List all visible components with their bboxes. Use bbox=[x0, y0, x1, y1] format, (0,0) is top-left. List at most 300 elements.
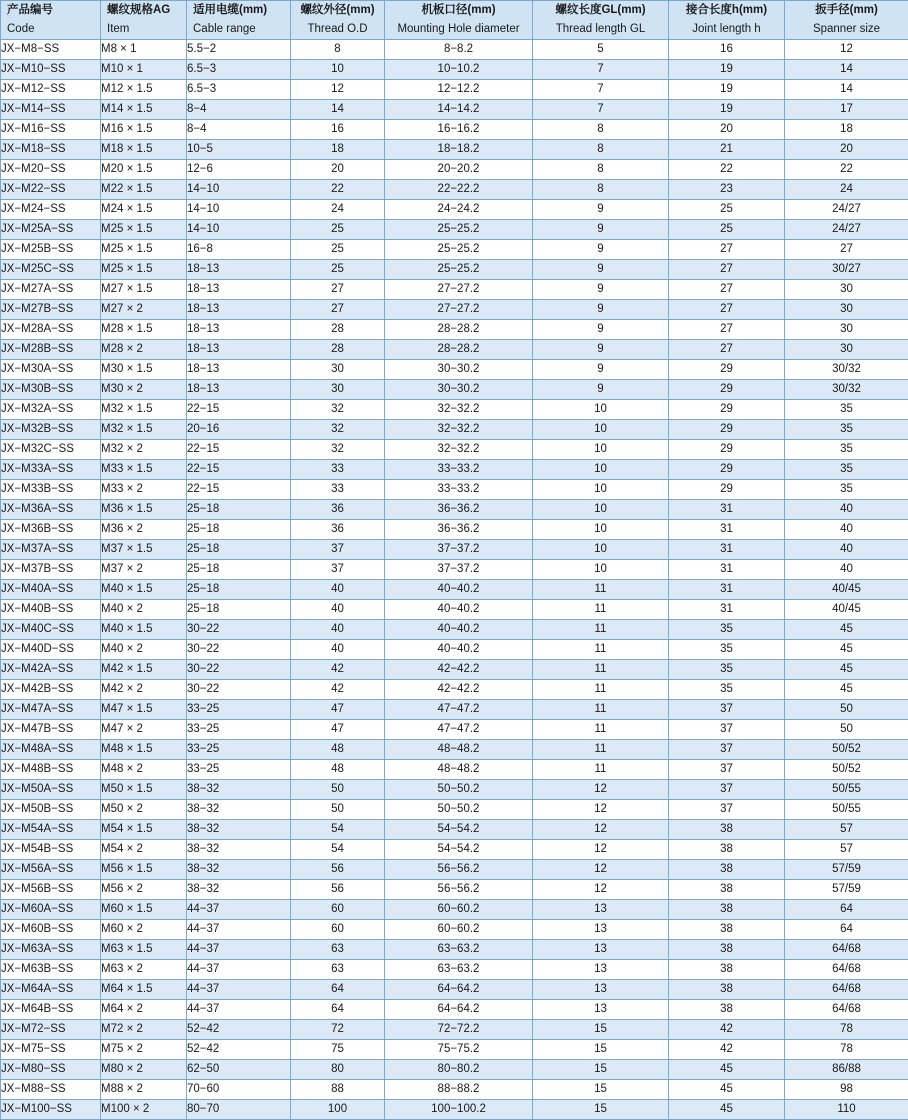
cell-r47-c0: JX−M64A−SS bbox=[1, 980, 101, 1000]
table-row bbox=[1, 380, 908, 400]
cell-r33-c5: 11 bbox=[533, 700, 669, 720]
cell-r13-c3: 27 bbox=[291, 300, 385, 320]
cell-r15-c0: JX−M28B−SS bbox=[1, 340, 101, 360]
cell-r52-c3: 88 bbox=[291, 1080, 385, 1100]
cell-r50-c6: 42 bbox=[669, 1040, 785, 1060]
cell-r5-c6: 21 bbox=[669, 140, 785, 160]
column-header-en-4: Mounting Hole diameter bbox=[385, 20, 532, 39]
cell-r43-c6: 38 bbox=[669, 900, 785, 920]
cell-r14-c5: 9 bbox=[533, 320, 669, 340]
cell-r33-c4: 47−47.2 bbox=[385, 700, 533, 720]
cell-r4-c7: 18 bbox=[785, 120, 908, 140]
cell-r12-c4: 27−27.2 bbox=[385, 280, 533, 300]
cell-r50-c1: M75 × 2 bbox=[101, 1040, 187, 1060]
cell-r41-c5: 12 bbox=[533, 860, 669, 880]
cell-r1-c6: 19 bbox=[669, 60, 785, 80]
cell-r47-c5: 13 bbox=[533, 980, 669, 1000]
cell-r32-c2: 30−22 bbox=[187, 680, 291, 700]
cell-r2-c5: 7 bbox=[533, 80, 669, 100]
cell-r24-c5: 10 bbox=[533, 520, 669, 540]
cell-r26-c7: 40 bbox=[785, 560, 908, 580]
cell-r1-c2: 6.5−3 bbox=[187, 60, 291, 80]
table-row bbox=[1, 520, 908, 540]
cell-r39-c5: 12 bbox=[533, 820, 669, 840]
cell-r28-c1: M40 × 2 bbox=[101, 600, 187, 620]
table-row bbox=[1, 860, 908, 880]
cell-r29-c5: 11 bbox=[533, 620, 669, 640]
cell-r34-c2: 33−25 bbox=[187, 720, 291, 740]
cell-r51-c3: 80 bbox=[291, 1060, 385, 1080]
cell-r37-c0: JX−M50A−SS bbox=[1, 780, 101, 800]
cell-r44-c7: 64 bbox=[785, 920, 908, 940]
cell-r42-c6: 38 bbox=[669, 880, 785, 900]
cell-r10-c0: JX−M25B−SS bbox=[1, 240, 101, 260]
cell-r53-c7: 110 bbox=[785, 1100, 908, 1120]
cell-r48-c1: M64 × 2 bbox=[101, 1000, 187, 1020]
cell-r36-c4: 48−48.2 bbox=[385, 760, 533, 780]
cell-r35-c7: 50/52 bbox=[785, 740, 908, 760]
cell-r16-c0: JX−M30A−SS bbox=[1, 360, 101, 380]
cell-r41-c3: 56 bbox=[291, 860, 385, 880]
cell-r41-c0: JX−M56A−SS bbox=[1, 860, 101, 880]
cell-r18-c7: 35 bbox=[785, 400, 908, 420]
table-row bbox=[1, 420, 908, 440]
cell-r3-c4: 14−14.2 bbox=[385, 100, 533, 120]
cell-r24-c7: 40 bbox=[785, 520, 908, 540]
cell-r15-c6: 27 bbox=[669, 340, 785, 360]
cell-r30-c6: 35 bbox=[669, 640, 785, 660]
cell-r18-c1: M32 × 1.5 bbox=[101, 400, 187, 420]
cell-r8-c3: 24 bbox=[291, 200, 385, 220]
table-row bbox=[1, 40, 908, 60]
cell-r6-c0: JX−M20−SS bbox=[1, 160, 101, 180]
cell-r31-c7: 45 bbox=[785, 660, 908, 680]
cell-r4-c6: 20 bbox=[669, 120, 785, 140]
cell-r53-c0: JX−M100−SS bbox=[1, 1100, 101, 1120]
cell-r47-c3: 64 bbox=[291, 980, 385, 1000]
cell-r40-c4: 54−54.2 bbox=[385, 840, 533, 860]
cell-r37-c4: 50−50.2 bbox=[385, 780, 533, 800]
cell-r43-c2: 44−37 bbox=[187, 900, 291, 920]
cell-r19-c6: 29 bbox=[669, 420, 785, 440]
cell-r9-c1: M25 × 1.5 bbox=[101, 220, 187, 240]
cell-r41-c7: 57/59 bbox=[785, 860, 908, 880]
cell-r20-c3: 32 bbox=[291, 440, 385, 460]
cell-r42-c4: 56−56.2 bbox=[385, 880, 533, 900]
cell-r29-c0: JX−M40C−SS bbox=[1, 620, 101, 640]
table-row bbox=[1, 60, 908, 80]
cell-r1-c3: 10 bbox=[291, 60, 385, 80]
cell-r17-c2: 18−13 bbox=[187, 380, 291, 400]
column-header-cn-3: 螺纹外径(mm) bbox=[291, 1, 384, 20]
cell-r48-c2: 44−37 bbox=[187, 1000, 291, 1020]
cell-r43-c1: M60 × 1.5 bbox=[101, 900, 187, 920]
cell-r30-c4: 40−40.2 bbox=[385, 640, 533, 660]
cell-r7-c7: 24 bbox=[785, 180, 908, 200]
cell-r25-c0: JX−M37A−SS bbox=[1, 540, 101, 560]
cell-r50-c3: 75 bbox=[291, 1040, 385, 1060]
cell-r40-c7: 57 bbox=[785, 840, 908, 860]
table-row bbox=[1, 120, 908, 140]
cell-r49-c7: 78 bbox=[785, 1020, 908, 1040]
cell-r37-c3: 50 bbox=[291, 780, 385, 800]
cell-r11-c3: 25 bbox=[291, 260, 385, 280]
cell-r5-c1: M18 × 1.5 bbox=[101, 140, 187, 160]
cell-r52-c0: JX−M88−SS bbox=[1, 1080, 101, 1100]
cell-r13-c5: 9 bbox=[533, 300, 669, 320]
column-header-cn-4: 机板口径(mm) bbox=[385, 1, 532, 20]
cell-r50-c7: 78 bbox=[785, 1040, 908, 1060]
cell-r45-c0: JX−M63A−SS bbox=[1, 940, 101, 960]
cell-r39-c7: 57 bbox=[785, 820, 908, 840]
cell-r53-c3: 100 bbox=[291, 1100, 385, 1120]
cell-r12-c6: 27 bbox=[669, 280, 785, 300]
cell-r38-c0: JX−M50B−SS bbox=[1, 800, 101, 820]
cell-r50-c5: 15 bbox=[533, 1040, 669, 1060]
cell-r10-c7: 27 bbox=[785, 240, 908, 260]
cell-r9-c5: 9 bbox=[533, 220, 669, 240]
cell-r30-c0: JX−M40D−SS bbox=[1, 640, 101, 660]
column-header-en-3: Thread O.D bbox=[291, 20, 384, 39]
cell-r45-c2: 44−37 bbox=[187, 940, 291, 960]
cell-r15-c5: 9 bbox=[533, 340, 669, 360]
cell-r22-c2: 22−15 bbox=[187, 480, 291, 500]
cell-r7-c0: JX−M22−SS bbox=[1, 180, 101, 200]
cell-r42-c7: 57/59 bbox=[785, 880, 908, 900]
cell-r7-c3: 22 bbox=[291, 180, 385, 200]
cell-r5-c7: 20 bbox=[785, 140, 908, 160]
table-row bbox=[1, 660, 908, 680]
cell-r16-c3: 30 bbox=[291, 360, 385, 380]
cell-r51-c6: 45 bbox=[669, 1060, 785, 1080]
cell-r30-c7: 45 bbox=[785, 640, 908, 660]
cell-r40-c6: 38 bbox=[669, 840, 785, 860]
cell-r17-c5: 9 bbox=[533, 380, 669, 400]
cell-r0-c5: 5 bbox=[533, 40, 669, 60]
cell-r38-c7: 50/55 bbox=[785, 800, 908, 820]
cell-r15-c3: 28 bbox=[291, 340, 385, 360]
column-header-en-2: Cable range bbox=[193, 20, 290, 39]
cell-r37-c7: 50/55 bbox=[785, 780, 908, 800]
cell-r44-c1: M60 × 2 bbox=[101, 920, 187, 940]
cell-r43-c3: 60 bbox=[291, 900, 385, 920]
cell-r43-c7: 64 bbox=[785, 900, 908, 920]
cell-r20-c5: 10 bbox=[533, 440, 669, 460]
cell-r42-c3: 56 bbox=[291, 880, 385, 900]
cell-r3-c7: 17 bbox=[785, 100, 908, 120]
cell-r39-c1: M54 × 1.5 bbox=[101, 820, 187, 840]
cell-r4-c2: 8−4 bbox=[187, 120, 291, 140]
cell-r5-c5: 8 bbox=[533, 140, 669, 160]
cell-r13-c0: JX−M27B−SS bbox=[1, 300, 101, 320]
cell-r2-c1: M12 × 1.5 bbox=[101, 80, 187, 100]
cell-r38-c1: M50 × 2 bbox=[101, 800, 187, 820]
column-header-cn-0: 产品编号 bbox=[7, 1, 100, 20]
table-row bbox=[1, 780, 908, 800]
table-row bbox=[1, 480, 908, 500]
cell-r27-c1: M40 × 1.5 bbox=[101, 580, 187, 600]
cell-r23-c2: 25−18 bbox=[187, 500, 291, 520]
cell-r45-c4: 63−63.2 bbox=[385, 940, 533, 960]
cell-r12-c3: 27 bbox=[291, 280, 385, 300]
cell-r16-c1: M30 × 1.5 bbox=[101, 360, 187, 380]
cell-r26-c5: 10 bbox=[533, 560, 669, 580]
cell-r4-c0: JX−M16−SS bbox=[1, 120, 101, 140]
cell-r1-c1: M10 × 1 bbox=[101, 60, 187, 80]
cell-r22-c3: 33 bbox=[291, 480, 385, 500]
cell-r42-c5: 12 bbox=[533, 880, 669, 900]
table-body bbox=[1, 40, 908, 1120]
cell-r31-c4: 42−42.2 bbox=[385, 660, 533, 680]
table-row bbox=[1, 340, 908, 360]
cell-r8-c6: 25 bbox=[669, 200, 785, 220]
cell-r29-c2: 30−22 bbox=[187, 620, 291, 640]
cell-r53-c6: 45 bbox=[669, 1100, 785, 1120]
table-row bbox=[1, 1000, 908, 1020]
cell-r49-c6: 42 bbox=[669, 1020, 785, 1040]
cell-r24-c1: M36 × 2 bbox=[101, 520, 187, 540]
cell-r45-c7: 64/68 bbox=[785, 940, 908, 960]
cell-r23-c1: M36 × 1.5 bbox=[101, 500, 187, 520]
cell-r25-c6: 31 bbox=[669, 540, 785, 560]
cell-r45-c6: 38 bbox=[669, 940, 785, 960]
cell-r29-c4: 40−40.2 bbox=[385, 620, 533, 640]
cell-r10-c1: M25 × 1.5 bbox=[101, 240, 187, 260]
cell-r49-c4: 72−72.2 bbox=[385, 1020, 533, 1040]
table-row bbox=[1, 160, 908, 180]
cell-r52-c6: 45 bbox=[669, 1080, 785, 1100]
cell-r26-c3: 37 bbox=[291, 560, 385, 580]
cell-r51-c5: 15 bbox=[533, 1060, 669, 1080]
cell-r27-c0: JX−M40A−SS bbox=[1, 580, 101, 600]
cell-r53-c4: 100−100.2 bbox=[385, 1100, 533, 1120]
cell-r32-c1: M42 × 2 bbox=[101, 680, 187, 700]
cell-r36-c2: 33−25 bbox=[187, 760, 291, 780]
cell-r0-c6: 16 bbox=[669, 40, 785, 60]
cell-r34-c5: 11 bbox=[533, 720, 669, 740]
cell-r51-c0: JX−M80−SS bbox=[1, 1060, 101, 1080]
cell-r36-c7: 50/52 bbox=[785, 760, 908, 780]
cell-r10-c3: 25 bbox=[291, 240, 385, 260]
cell-r25-c5: 10 bbox=[533, 540, 669, 560]
cell-r29-c1: M40 × 1.5 bbox=[101, 620, 187, 640]
cell-r21-c4: 33−33.2 bbox=[385, 460, 533, 480]
cell-r43-c4: 60−60.2 bbox=[385, 900, 533, 920]
table-row bbox=[1, 880, 908, 900]
cell-r28-c7: 40/45 bbox=[785, 600, 908, 620]
column-header-4 bbox=[385, 1, 533, 40]
cell-r22-c1: M33 × 2 bbox=[101, 480, 187, 500]
cell-r32-c3: 42 bbox=[291, 680, 385, 700]
cell-r2-c4: 12−12.2 bbox=[385, 80, 533, 100]
cell-r46-c1: M63 × 2 bbox=[101, 960, 187, 980]
cell-r0-c3: 8 bbox=[291, 40, 385, 60]
column-header-cn-1: 螺纹规格AG bbox=[107, 1, 186, 20]
cell-r44-c2: 44−37 bbox=[187, 920, 291, 940]
cell-r24-c2: 25−18 bbox=[187, 520, 291, 540]
cell-r43-c5: 13 bbox=[533, 900, 669, 920]
cell-r35-c0: JX−M48A−SS bbox=[1, 740, 101, 760]
cell-r35-c1: M48 × 1.5 bbox=[101, 740, 187, 760]
cell-r27-c4: 40−40.2 bbox=[385, 580, 533, 600]
table-row bbox=[1, 300, 908, 320]
cell-r49-c3: 72 bbox=[291, 1020, 385, 1040]
table-row bbox=[1, 80, 908, 100]
cell-r38-c5: 12 bbox=[533, 800, 669, 820]
cell-r44-c4: 60−60.2 bbox=[385, 920, 533, 940]
cell-r39-c0: JX−M54A−SS bbox=[1, 820, 101, 840]
cell-r3-c1: M14 × 1.5 bbox=[101, 100, 187, 120]
cell-r15-c4: 28−28.2 bbox=[385, 340, 533, 360]
cell-r13-c1: M27 × 2 bbox=[101, 300, 187, 320]
cell-r34-c4: 47−47.2 bbox=[385, 720, 533, 740]
cell-r29-c3: 40 bbox=[291, 620, 385, 640]
cell-r37-c6: 37 bbox=[669, 780, 785, 800]
cell-r18-c4: 32−32.2 bbox=[385, 400, 533, 420]
table-row bbox=[1, 1060, 908, 1080]
table-row bbox=[1, 600, 908, 620]
cell-r4-c4: 16−16.2 bbox=[385, 120, 533, 140]
cell-r21-c3: 33 bbox=[291, 460, 385, 480]
cell-r45-c1: M63 × 1.5 bbox=[101, 940, 187, 960]
cell-r51-c4: 80−80.2 bbox=[385, 1060, 533, 1080]
cell-r45-c3: 63 bbox=[291, 940, 385, 960]
cell-r20-c2: 22−15 bbox=[187, 440, 291, 460]
cell-r5-c2: 10−5 bbox=[187, 140, 291, 160]
cell-r7-c2: 14−10 bbox=[187, 180, 291, 200]
cell-r36-c3: 48 bbox=[291, 760, 385, 780]
cell-r47-c6: 38 bbox=[669, 980, 785, 1000]
cell-r35-c5: 11 bbox=[533, 740, 669, 760]
cell-r9-c0: JX−M25A−SS bbox=[1, 220, 101, 240]
cell-r53-c5: 15 bbox=[533, 1100, 669, 1120]
table-row bbox=[1, 900, 908, 920]
cell-r15-c2: 18−13 bbox=[187, 340, 291, 360]
cell-r37-c2: 38−32 bbox=[187, 780, 291, 800]
cell-r7-c6: 23 bbox=[669, 180, 785, 200]
cell-r18-c5: 10 bbox=[533, 400, 669, 420]
column-header-cn-6: 接合长度h(mm) bbox=[669, 1, 784, 20]
cell-r26-c0: JX−M37B−SS bbox=[1, 560, 101, 580]
column-header-en-1: Item bbox=[107, 20, 186, 39]
cell-r2-c3: 12 bbox=[291, 80, 385, 100]
cell-r6-c5: 8 bbox=[533, 160, 669, 180]
cell-r28-c5: 11 bbox=[533, 600, 669, 620]
cell-r22-c5: 10 bbox=[533, 480, 669, 500]
cell-r48-c5: 13 bbox=[533, 1000, 669, 1020]
table-row bbox=[1, 760, 908, 780]
cell-r16-c5: 9 bbox=[533, 360, 669, 380]
cell-r10-c2: 16−8 bbox=[187, 240, 291, 260]
cell-r46-c2: 44−37 bbox=[187, 960, 291, 980]
cell-r9-c2: 14−10 bbox=[187, 220, 291, 240]
cell-r24-c3: 36 bbox=[291, 520, 385, 540]
table-row bbox=[1, 800, 908, 820]
cell-r22-c7: 35 bbox=[785, 480, 908, 500]
cell-r25-c2: 25−18 bbox=[187, 540, 291, 560]
cell-r1-c0: JX−M10−SS bbox=[1, 60, 101, 80]
cell-r34-c0: JX−M47B−SS bbox=[1, 720, 101, 740]
cell-r44-c0: JX−M60B−SS bbox=[1, 920, 101, 940]
cell-r31-c5: 11 bbox=[533, 660, 669, 680]
cell-r2-c0: JX−M12−SS bbox=[1, 80, 101, 100]
cell-r38-c3: 50 bbox=[291, 800, 385, 820]
cell-r48-c3: 64 bbox=[291, 1000, 385, 1020]
cell-r41-c6: 38 bbox=[669, 860, 785, 880]
table-row bbox=[1, 360, 908, 380]
cell-r5-c0: JX−M18−SS bbox=[1, 140, 101, 160]
cell-r46-c6: 38 bbox=[669, 960, 785, 980]
cell-r18-c2: 22−15 bbox=[187, 400, 291, 420]
cell-r23-c3: 36 bbox=[291, 500, 385, 520]
cell-r11-c4: 25−25.2 bbox=[385, 260, 533, 280]
cell-r37-c1: M50 × 1.5 bbox=[101, 780, 187, 800]
table-row bbox=[1, 180, 908, 200]
table-row bbox=[1, 500, 908, 520]
cell-r48-c6: 38 bbox=[669, 1000, 785, 1020]
cell-r19-c4: 32−32.2 bbox=[385, 420, 533, 440]
cell-r7-c5: 8 bbox=[533, 180, 669, 200]
cell-r9-c4: 25−25.2 bbox=[385, 220, 533, 240]
cell-r49-c1: M72 × 2 bbox=[101, 1020, 187, 1040]
table-row bbox=[1, 960, 908, 980]
cell-r36-c1: M48 × 2 bbox=[101, 760, 187, 780]
cell-r6-c4: 20−20.2 bbox=[385, 160, 533, 180]
cell-r19-c2: 20−16 bbox=[187, 420, 291, 440]
table-row bbox=[1, 680, 908, 700]
cell-r14-c6: 27 bbox=[669, 320, 785, 340]
cell-r35-c2: 33−25 bbox=[187, 740, 291, 760]
cell-r25-c4: 37−37.2 bbox=[385, 540, 533, 560]
table-row bbox=[1, 400, 908, 420]
cell-r4-c5: 8 bbox=[533, 120, 669, 140]
cell-r6-c2: 12−6 bbox=[187, 160, 291, 180]
cell-r20-c6: 29 bbox=[669, 440, 785, 460]
cell-r36-c5: 11 bbox=[533, 760, 669, 780]
cell-r21-c1: M33 × 1.5 bbox=[101, 460, 187, 480]
cell-r3-c6: 19 bbox=[669, 100, 785, 120]
cell-r44-c5: 13 bbox=[533, 920, 669, 940]
cell-r24-c6: 31 bbox=[669, 520, 785, 540]
table-row bbox=[1, 700, 908, 720]
cell-r21-c6: 29 bbox=[669, 460, 785, 480]
cell-r6-c6: 22 bbox=[669, 160, 785, 180]
cell-r39-c4: 54−54.2 bbox=[385, 820, 533, 840]
cell-r3-c0: JX−M14−SS bbox=[1, 100, 101, 120]
cell-r46-c7: 64/68 bbox=[785, 960, 908, 980]
cell-r47-c4: 64−64.2 bbox=[385, 980, 533, 1000]
cell-r32-c7: 45 bbox=[785, 680, 908, 700]
cell-r11-c5: 9 bbox=[533, 260, 669, 280]
table-row bbox=[1, 240, 908, 260]
table-row bbox=[1, 1100, 908, 1120]
cell-r2-c7: 14 bbox=[785, 80, 908, 100]
table-row bbox=[1, 280, 908, 300]
cell-r46-c4: 63−63.2 bbox=[385, 960, 533, 980]
cell-r12-c7: 30 bbox=[785, 280, 908, 300]
cell-r21-c0: JX−M33A−SS bbox=[1, 460, 101, 480]
cell-r41-c2: 38−32 bbox=[187, 860, 291, 880]
cell-r24-c0: JX−M36B−SS bbox=[1, 520, 101, 540]
cell-r12-c0: JX−M27A−SS bbox=[1, 280, 101, 300]
cell-r23-c0: JX−M36A−SS bbox=[1, 500, 101, 520]
cell-r51-c1: M80 × 2 bbox=[101, 1060, 187, 1080]
cell-r27-c5: 11 bbox=[533, 580, 669, 600]
cell-r0-c2: 5.5−2 bbox=[187, 40, 291, 60]
column-header-2 bbox=[187, 1, 291, 40]
cell-r53-c1: M100 × 2 bbox=[101, 1100, 187, 1120]
cell-r35-c4: 48−48.2 bbox=[385, 740, 533, 760]
